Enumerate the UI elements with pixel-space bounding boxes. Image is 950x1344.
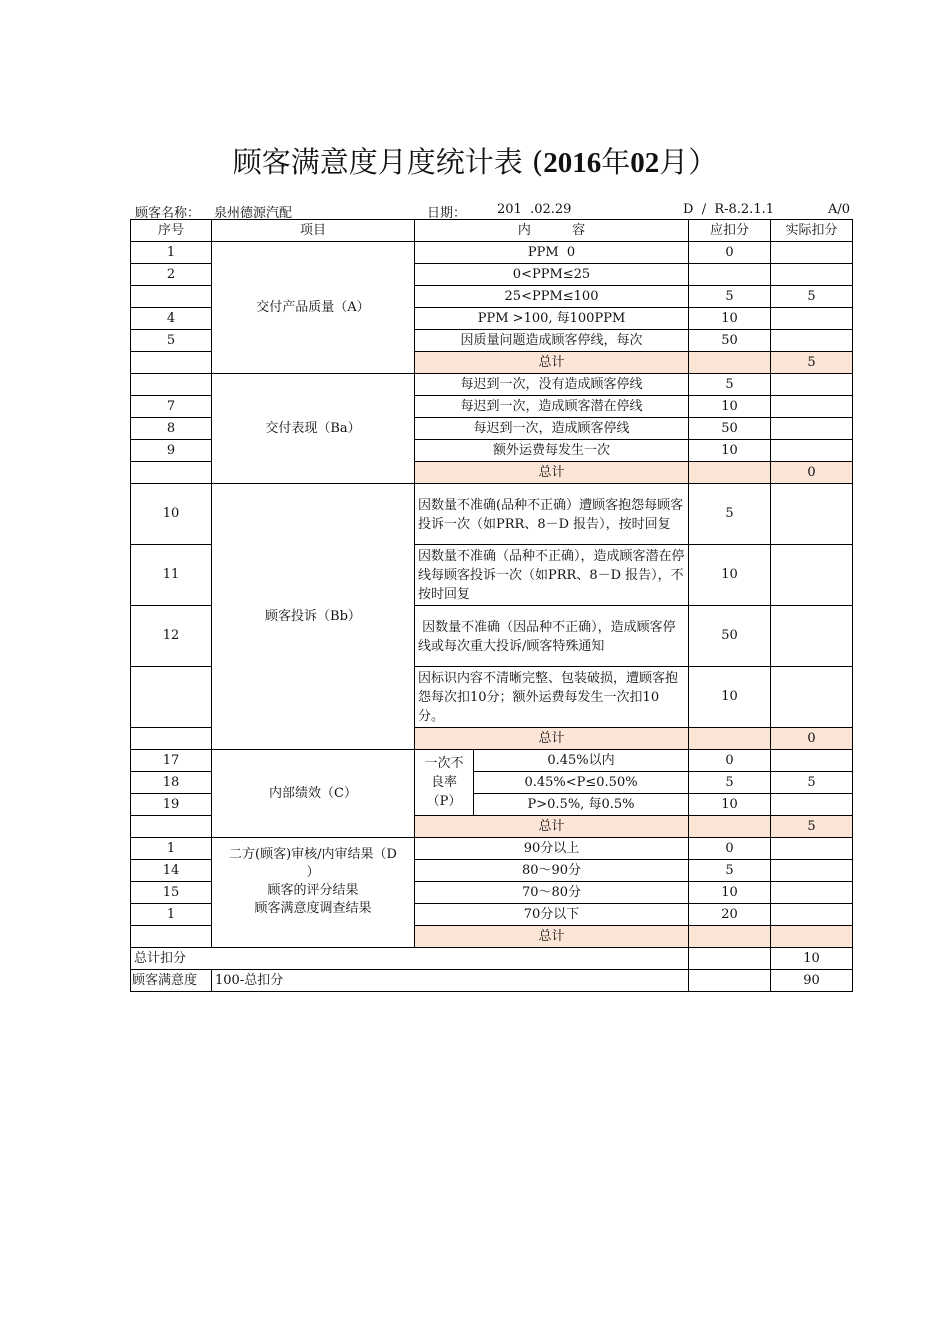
seq-cell: 9 <box>131 440 212 462</box>
satisfaction-label: 顾客满意度 <box>131 970 212 992</box>
defect-rate-label: 一次不良率（P） <box>415 750 474 816</box>
table-row <box>131 484 853 545</box>
deduct-cell: 0 <box>689 838 771 860</box>
content-cell: 0<PPM≤25 <box>415 264 689 286</box>
deduct-cell <box>689 948 771 970</box>
total-label: 总计 <box>415 462 689 484</box>
deduct-cell: 10 <box>689 440 771 462</box>
seq-cell <box>131 462 212 484</box>
seq-cell: 7 <box>131 396 212 418</box>
actual-cell <box>771 904 853 926</box>
section-d-name-line: 顾客满意度调查结果 <box>254 901 372 916</box>
header-seq: 序号 <box>131 220 212 242</box>
document-title: 顾客满意度月度统计表 (2016年02月） <box>232 145 718 179</box>
header-actual: 实际扣分 <box>771 220 853 242</box>
actual-cell <box>771 242 853 264</box>
deduct-cell: 5 <box>689 374 771 396</box>
deduct-cell: 5 <box>689 860 771 882</box>
table-row <box>131 838 853 860</box>
actual-cell <box>771 667 853 728</box>
deduct-cell: 5 <box>689 484 771 545</box>
satisfaction-table <box>130 219 853 992</box>
section-c-name: 内部绩效（C） <box>212 750 415 838</box>
satisfaction-formula: 100-总扣分 <box>212 970 689 992</box>
content-cell: 额外运费每发生一次 <box>415 440 689 462</box>
actual-cell <box>771 418 853 440</box>
seq-cell: 2 <box>131 264 212 286</box>
actual-cell <box>771 838 853 860</box>
actual-cell <box>771 308 853 330</box>
deduct-cell <box>689 816 771 838</box>
section-d-name-line: 顾客的评分结果 <box>267 883 359 898</box>
deduct-cell: 50 <box>689 606 771 667</box>
content-cell: 每迟到一次，造成顾客潜在停线 <box>415 396 689 418</box>
satisfaction-value: 90 <box>771 970 853 992</box>
seq-cell: 1 <box>131 838 212 860</box>
deduct-cell: 0 <box>689 750 771 772</box>
seq-cell: 12 <box>131 606 212 667</box>
seq-cell: 5 <box>131 330 212 352</box>
deduct-cell: 10 <box>689 396 771 418</box>
deduct-cell: 10 <box>689 545 771 606</box>
deduct-cell: 20 <box>689 904 771 926</box>
actual-cell <box>771 374 853 396</box>
actual-cell: 5 <box>771 772 853 794</box>
seq-cell: 4 <box>131 308 212 330</box>
seq-cell <box>131 728 212 750</box>
date-label: 日期： <box>427 206 467 221</box>
actual-cell <box>771 545 853 606</box>
seq-cell: 1 <box>131 242 212 264</box>
total-label: 总计 <box>415 352 689 374</box>
summary-total-label: 总计扣分 <box>131 948 689 970</box>
total-value: 0 <box>771 728 853 750</box>
content-cell: 因数量不准确（品种不正确），造成顾客潜在停线每顾客投诉一次（如PRR、8－D 报告），不按时回复 <box>415 545 689 606</box>
deduct-cell <box>689 970 771 992</box>
content-cell: 因标识内容不清晰完整、包装破损，遭顾客抱怨每次扣10分；额外运费每发生一次扣10分。 <box>415 667 689 728</box>
actual-cell <box>771 606 853 667</box>
table-row <box>131 242 853 264</box>
deduct-cell: 0 <box>689 242 771 264</box>
deduct-cell: 50 <box>689 330 771 352</box>
customer-name: 泉州德源汽配 <box>214 206 293 221</box>
actual-cell <box>771 440 853 462</box>
deduct-cell <box>689 728 771 750</box>
deduct-cell: 50 <box>689 418 771 440</box>
seq-cell: 11 <box>131 545 212 606</box>
actual-cell <box>771 264 853 286</box>
deduct-cell <box>689 462 771 484</box>
seq-cell <box>131 374 212 396</box>
header-deduct: 应扣分 <box>689 220 771 242</box>
section-d-name-line: 二方(顾客)审核/内审结果（D <box>229 847 397 862</box>
section-ba-name: 交付表现（Ba） <box>212 374 415 484</box>
revision: A/0 <box>828 202 851 217</box>
section-a-name: 交付产品质量（A） <box>212 242 415 374</box>
content-cell: 90分以上 <box>415 838 689 860</box>
total-value: 5 <box>771 816 853 838</box>
section-d-name-line: ） <box>306 865 320 880</box>
total-label: 总计 <box>415 926 689 948</box>
content-cell: 因数量不准确（因品种不正确），造成顾客停线或每次重大投诉/顾客特殊通知 <box>415 606 689 667</box>
content-cell: 因数量不准确(品种不正确）遭顾客抱怨每顾客投诉一次（如PRR、8－D 报告），按时回复 <box>415 484 689 545</box>
actual-cell <box>771 794 853 816</box>
content-cell: 70～80分 <box>415 882 689 904</box>
doc-code: D / R-8.2.1.1 <box>683 202 774 217</box>
seq-cell: 1 <box>131 904 212 926</box>
actual-cell <box>771 484 853 545</box>
total-label: 总计 <box>415 816 689 838</box>
deduct-cell: 5 <box>689 772 771 794</box>
header-item: 项目 <box>212 220 415 242</box>
total-label: 总计 <box>415 728 689 750</box>
total-value: 5 <box>771 352 853 374</box>
date-value: 201 .02.29 <box>497 202 572 217</box>
content-cell: 每迟到一次，没有造成顾客停线 <box>415 374 689 396</box>
deduct-cell: 5 <box>689 286 771 308</box>
header-row <box>131 220 853 242</box>
deduct-cell <box>689 352 771 374</box>
header-content: 内 容 <box>415 220 689 242</box>
actual-cell: 5 <box>771 286 853 308</box>
seq-cell: 15 <box>131 882 212 904</box>
summary-total-row <box>131 948 853 970</box>
seq-cell <box>131 352 212 374</box>
table-row <box>131 374 853 396</box>
seq-cell: 18 <box>131 772 212 794</box>
deduct-cell: 10 <box>689 308 771 330</box>
section-bb-name: 顾客投诉（Bb） <box>212 484 415 750</box>
deduct-cell: 10 <box>689 667 771 728</box>
content-cell: 25<PPM≤100 <box>415 286 689 308</box>
deduct-cell: 10 <box>689 794 771 816</box>
actual-cell <box>771 396 853 418</box>
summary-satisfaction-row <box>131 970 853 992</box>
deduct-cell <box>689 264 771 286</box>
content-cell: 0.45%<P≤0.50% <box>474 772 689 794</box>
summary-total-value: 10 <box>771 948 853 970</box>
deduct-cell: 10 <box>689 882 771 904</box>
customer-label: 顾客名称： <box>135 206 201 221</box>
seq-cell <box>131 926 212 948</box>
total-value: 0 <box>771 462 853 484</box>
content-cell: PPM >100, 每100PPM <box>415 308 689 330</box>
seq-cell <box>131 816 212 838</box>
content-cell: 每迟到一次，造成顾客停线 <box>415 418 689 440</box>
content-cell: P>0.5%, 每0.5% <box>474 794 689 816</box>
seq-cell: 10 <box>131 484 212 545</box>
seq-cell <box>131 286 212 308</box>
total-value <box>771 926 853 948</box>
seq-cell: 17 <box>131 750 212 772</box>
actual-cell <box>771 750 853 772</box>
seq-cell: 8 <box>131 418 212 440</box>
table-row <box>131 750 853 772</box>
content-cell: 因质量问题造成顾客停线，每次 <box>415 330 689 352</box>
actual-cell <box>771 882 853 904</box>
deduct-cell <box>689 926 771 948</box>
seq-cell <box>131 667 212 728</box>
section-d-name <box>212 838 415 948</box>
content-cell: 70分以下 <box>415 904 689 926</box>
seq-cell: 14 <box>131 860 212 882</box>
content-cell: PPM 0 <box>415 242 689 264</box>
content-cell: 0.45%以内 <box>474 750 689 772</box>
actual-cell <box>771 860 853 882</box>
content-cell: 80～90分 <box>415 860 689 882</box>
actual-cell <box>771 330 853 352</box>
seq-cell: 19 <box>131 794 212 816</box>
